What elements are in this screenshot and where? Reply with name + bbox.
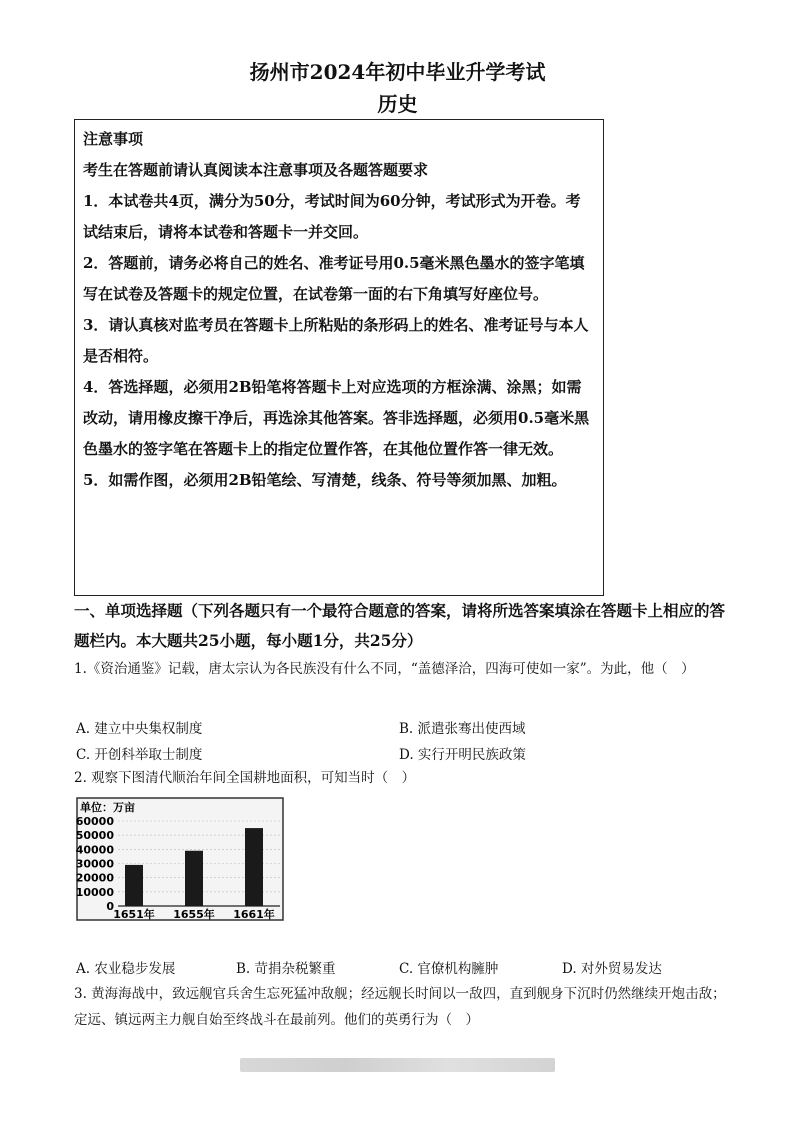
q1-option-c: C. 开创科举取士制度 (76, 747, 203, 763)
question-1-stem: 1.《资治通鉴》记载，唐太宗认为各民族没有什么不同，“盖德泽洽，四海可使如一家”。为此，他（ ） (74, 661, 695, 677)
q1-option-b: B. 派遣张骞出使西域 (399, 721, 526, 737)
q2-option-a: A. 农业稳步发展 (76, 961, 176, 977)
q1-option-a: A. 建立中央集权制度 (76, 721, 203, 737)
bar-1655年 (185, 851, 203, 906)
question-2-stem: 2. 观察下图清代顺治年间全国耕地面积，可知当时（ ） (74, 770, 416, 786)
chart-unit-label: 单位：万亩 (80, 801, 135, 814)
q1-option-d: D. 实行开明民族政策 (399, 747, 526, 763)
y-tick-label: 30000 (76, 857, 114, 871)
bar-1661年 (245, 828, 263, 906)
section-heading: 一、单项选择题（下列各题只有一个最符合题意的答案，请将所选答案填涂在答题卡上相应的答题栏内。本大题共25小题，每小题1分，共25分） (74, 601, 726, 650)
y-tick-label: 0 (106, 900, 114, 913)
bar-1651年 (125, 865, 143, 906)
x-tick-label: 1655年 (173, 908, 215, 921)
subject-title: 历史 (377, 92, 418, 116)
notice-item: 3．请认真核对监考员在答题卡上所粘贴的条形码上的姓名、准考证号与本人是否相符。 (83, 316, 589, 365)
q2-option-d: D. 对外贸易发达 (562, 961, 662, 977)
chart-svg (76, 797, 284, 921)
notice-item: 4．答选择题，必须用2B铅笔将答题卡上对应选项的方框涂满、涂黑；如需改动，请用橡皮擦干净后，再选涂其他答案。答非选择题，必须用0.5毫米黑色墨水的签字笔在答题卡上的指定位置作答，在其他位置作答一律无效。 (83, 378, 590, 458)
notice-intro: 考生在答题前请认真阅读本注意事项及各题答题要求 (83, 161, 429, 179)
y-tick-label: 60000 (76, 815, 114, 828)
q2-option-b: B. 苛捐杂税繁重 (236, 961, 336, 977)
exam-title: 扬州市2024年初中毕业升学考试 (249, 60, 546, 84)
watermark-blur (240, 1058, 555, 1072)
y-tick-label: 10000 (76, 885, 114, 899)
y-tick-label: 20000 (76, 871, 114, 885)
notice-box (74, 119, 604, 596)
notice-item: 5．如需作图，必须用2B铅笔绘、写清楚，线条、符号等须加黑、加粗。 (83, 471, 567, 489)
x-tick-label: 1661年 (233, 908, 275, 921)
question-3-stem: 3. 黄海海战中，致远舰官兵舍生忘死猛冲敌舰；经远舰长时间以一敌四，直到舰身下沉时仍然继续开炮击敌；定远、镇远两主力舰自始至终战斗在最前列。他们的英勇行为（ ） (74, 986, 726, 1028)
q2-option-c: C. 官僚机构臃肿 (399, 961, 499, 977)
notice-item: 1．本试卷共4页，满分为50分，考试时间为60分钟，考试形式为开卷。考试结束后，请将本试卷和答题卡一并交回。 (83, 192, 581, 241)
x-tick-label: 1651年 (113, 908, 155, 921)
y-tick-label: 40000 (76, 843, 114, 857)
y-tick-label: 50000 (76, 829, 114, 843)
notice-item: 2．答题前，请务必将自己的姓名、准考证号用0.5毫米黑色墨水的签字笔填写在试卷及答题卡的规定位置，在试卷第一面的右下角填写好座位号。 (83, 254, 585, 303)
farmland-chart (76, 797, 284, 921)
notice-heading: 注意事项 (83, 130, 144, 148)
